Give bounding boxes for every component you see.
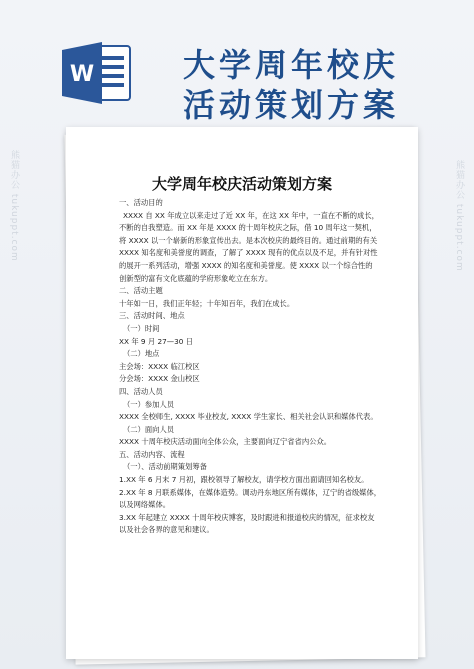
document-line: 五、活动内容、流程	[119, 449, 185, 459]
document-line: （二）地点	[123, 349, 160, 359]
document-line: （一）时间	[123, 323, 160, 333]
watermark-right: 熊猫办公 tukuppt.com	[454, 160, 464, 272]
banner-title-line-1: 大学周年校庆	[183, 46, 400, 84]
document-line: 创新型的富有文化底蕴的学府形象屹立在东方。	[119, 273, 273, 283]
banner-title-line-2: 活动策划方案	[183, 86, 400, 124]
document-page	[66, 127, 418, 659]
document-body	[119, 197, 389, 537]
word-logo-icon	[62, 40, 132, 106]
document-line: （一）、活动前期策划筹备	[123, 462, 207, 472]
document-line: 将 XXXX 以一个崭新的形象宣传出去。是本次校庆的最终目的。通过前期的有关	[119, 235, 378, 245]
document-line: XXXX 全校师生, XXXX 毕业校友, XXXX 学生家长、相关社会认识和媒体代表。	[119, 412, 378, 422]
document-title: 大学周年校庆活动策划方案	[151, 175, 332, 193]
document-line: 不断的自我塑造。而 XX 年是 XXXX 的十周年校庆之际，借 10 周年这一契机，	[119, 223, 377, 233]
document-line: XXXX 自 XX 年成立以来走过了近 XX 年，在这 XX 年中，一直在不断的成长，	[123, 210, 379, 220]
document-line: XXXX 知名度和美誉度的调查，了解了 XXXX 现有的优点以及不足，并有针对性	[119, 248, 378, 258]
document-line: 十年如一日，我们正年轻；十年知百年，我们在成长。	[119, 298, 295, 308]
document-line: 主会场：XXXX 临江校区	[119, 361, 200, 371]
document-line: 以及网络媒体。	[119, 500, 171, 510]
document-line: 二、活动主题	[119, 286, 163, 296]
document-line: 的展开一系列活动，增强 XXXX 的知名度和美誉度。使 XXXX 以一个综合性的	[119, 260, 373, 270]
document-line: 2.XX 年 8 月联系媒体，在媒体造势。调动丹东地区所有媒体，辽宁的省级媒体，	[119, 487, 382, 497]
document-line: 三、活动时间、地点	[119, 311, 185, 321]
document-line: 分会场：XXXX 金山校区	[119, 374, 200, 384]
document-line: XXXX 十周年校庆活动面向全体公众，主要面向辽宁省省内公众。	[119, 437, 332, 447]
header	[0, 0, 474, 130]
document-line: （二）面向人员	[123, 424, 175, 434]
document-line: （一）参加人员	[123, 399, 175, 409]
document-line: 以及社会各界的意见和建议。	[119, 525, 214, 535]
document-line: 1.XX 年 6 月末 7 月初，跟校领导了解校友，请学校方面出面请回知名校友。	[119, 475, 369, 485]
watermark-left: 熊猫办公 tukuppt.com	[9, 150, 19, 262]
document-line: 3.XX 年起建立 XXXX 十周年校庆博客，及时跟进和报道校庆的情况，征求校友	[119, 512, 375, 522]
document-line: XX 年 9 月 27—30 日	[119, 336, 193, 346]
word-logo-letter: W	[69, 62, 95, 87]
document-line: 四、活动人员	[119, 386, 163, 396]
document-line: 一、活动目的	[119, 198, 163, 207]
